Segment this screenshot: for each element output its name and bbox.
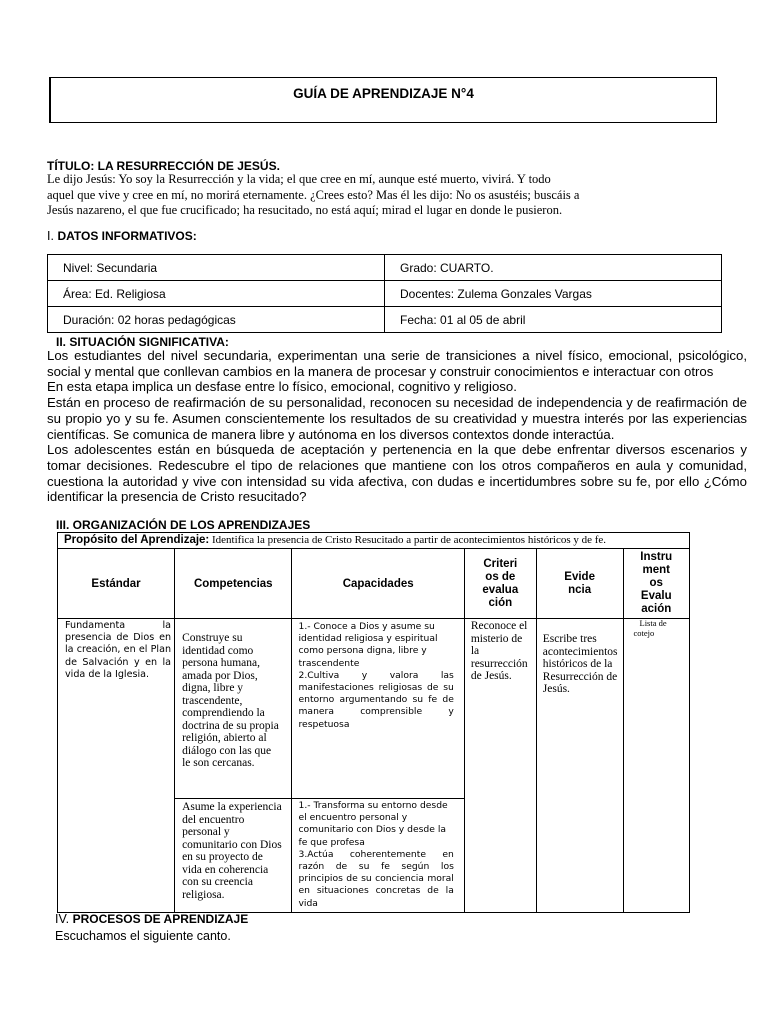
title-box bbox=[49, 77, 717, 123]
capacidad-cell bbox=[292, 799, 464, 913]
table-header-row bbox=[58, 549, 690, 619]
datos-numeral: I. bbox=[47, 229, 54, 243]
quote-line: Le dijo Jesús: Yo soy la Resurrección y la vida; el que cree en mí, aunque esté muerto, vivirá. Y todo bbox=[47, 172, 551, 186]
header-line: os de bbox=[485, 570, 516, 583]
table-cell: Área: Ed. Religiosa bbox=[48, 281, 385, 307]
organizacion-table bbox=[57, 532, 690, 913]
table-row bbox=[58, 533, 690, 549]
table-cell: Duración: 02 horas pedagógicas bbox=[48, 307, 385, 333]
purpose-cell bbox=[58, 533, 690, 549]
table-row bbox=[48, 255, 722, 281]
capacidad-item: 1.- Transforma su entorno desde el encuentro personal y comunitario con Dios y desde la fe que profesa bbox=[298, 800, 448, 848]
table-row bbox=[48, 281, 722, 307]
header-line: ment bbox=[642, 564, 670, 576]
situacion-paragraph: Los estudiantes del nivel secundaria, experimentan una serie de transiciones a nivel físico, emocional, psicológico, social y mental que conllevan cambios en la manera de procesar y construir conocimientos e interactuar con otros bbox=[47, 348, 747, 379]
header-line: os bbox=[649, 577, 663, 589]
situacion-paragraph: Están en proceso de reafirmación de su personalidad, reconocen su necesidad de independencia y de reafirmación de su propio yo y su fe. Asumen conscientemente los resultados de su creatividad y muestra interés por las experiencias científicas. Se comunica de manera libre y autónoma en los diversos contextos donde interactúa. bbox=[47, 395, 747, 442]
header-line: ncia bbox=[568, 583, 592, 596]
purpose-label: Propósito del Aprendizaje: bbox=[64, 534, 210, 546]
quote-line: aquel que vive y cree en mí, no morirá eternamente. ¿Crees esto? Mas él les dijo: No os asustéis; buscáis a bbox=[47, 187, 580, 202]
procesos-text: Escuchamos el siguiente canto. bbox=[55, 929, 231, 943]
header-estandar: Estándar bbox=[58, 549, 175, 619]
header-criterios bbox=[464, 549, 536, 619]
header-line: ción bbox=[488, 596, 513, 609]
datos-title: DATOS INFORMATIVOS: bbox=[57, 229, 197, 243]
capacidad-item: 2.Cultiva y valora las manifestaciones religiosas de su entorno argumentando su fe de manera comprensible y respetuosa bbox=[298, 669, 454, 730]
header-instrumentos bbox=[623, 549, 690, 619]
purpose-text: Identifica la presencia de Cristo Resucitado a partir de acontecimientos históricos y de fe. bbox=[209, 534, 607, 546]
header-competencias: Competencias bbox=[175, 549, 292, 619]
table-cell: Fecha: 01 al 05 de abril bbox=[385, 307, 722, 333]
instrumento-cell: Lista de cotejo bbox=[623, 619, 690, 913]
table-cell: Grado: CUARTO. bbox=[385, 255, 722, 281]
titulo-label: TÍTULO: LA RESURRECCIÓN DE JESÚS. bbox=[47, 159, 280, 173]
situacion-heading: II. SITUACIÓN SIGNIFICATIVA: bbox=[56, 335, 229, 349]
header-line: ación bbox=[641, 603, 672, 615]
table-cell: Docentes: Zulema Gonzales Vargas bbox=[385, 281, 722, 307]
situacion-paragraph: Los adolescentes están en búsqueda de aceptación y pertenencia en la que debe enfrentar diversos escenarios y tomar decisiones. Redescubre el tipo de relaciones que mantiene con los otros compañeros en aula y comunidad, cuestiona la autoridad y vive con intensidad su vida afectiva, con dudas e incertidumbres sobre su fe, por ello ¿Cómo identificar la presencia de Cristo resucitado? bbox=[47, 442, 747, 505]
capacidad-cell bbox=[292, 619, 464, 799]
capacidad-item: 3.Actúa coherentemente en razón de su fe según los principios de su conciencia moral en situaciones concretas de la vida bbox=[298, 848, 454, 909]
header-line: evalua bbox=[482, 583, 519, 596]
competencia-cell: Asume la experiencia del encuentro personal y comunitario con Dios en su proyecto de vida en coherencia con su creencia religiosa. bbox=[175, 799, 292, 913]
procesos-numeral: IV. bbox=[55, 912, 70, 926]
table-row bbox=[48, 307, 722, 333]
situacion-paragraph: En esta etapa implica un desfase entre lo físico, emocional, cognitivo y religioso. bbox=[47, 379, 517, 395]
situacion-section bbox=[47, 335, 747, 505]
capacidad-item: 1.- Conoce a Dios y asume su identidad religiosa y espiritual como persona digna, libre y trascendente bbox=[298, 621, 438, 669]
procesos-title: PROCESOS DE APRENDIZAJE bbox=[72, 912, 249, 926]
header-line: Instru bbox=[640, 551, 673, 563]
quote-line: Jesús nazareno, el que fue crucificado; ha resucitado, no está aquí; mirad el lugar en donde le pusieron. bbox=[47, 203, 563, 217]
header-capacidades: Capacidades bbox=[292, 549, 464, 619]
competencia-cell: Construye su identidad como persona humana, amada por Dios, digna, libre y trascendente, comprendiendo la doctrina de su propia religión, abierto al diálogo con las que le son cercanas. bbox=[175, 619, 292, 799]
header-evidencia bbox=[536, 549, 623, 619]
evidencia-cell: Escribe tres acontecimientos históricos de la Resurrección de Jesús. bbox=[536, 619, 623, 913]
header-line: Evide bbox=[564, 570, 595, 583]
estandar-cell: Fundamenta la presencia de Dios en la creación, en el Plan de Salvación y en la vida de la Iglesia. bbox=[58, 619, 175, 913]
datos-table bbox=[47, 254, 722, 333]
header-line: Evalu bbox=[640, 590, 672, 602]
page-title: GUÍA DE APRENDIZAJE N°4 bbox=[293, 86, 474, 101]
header-line: Criteri bbox=[483, 557, 518, 570]
organizacion-heading: III. ORGANIZACIÓN DE LOS APRENDIZAJES bbox=[56, 518, 311, 532]
table-cell: Nivel: Secundaria bbox=[48, 255, 385, 281]
datos-heading bbox=[47, 229, 197, 243]
procesos-heading bbox=[55, 912, 248, 926]
bible-quote bbox=[47, 172, 607, 219]
table-row bbox=[58, 619, 690, 799]
criterios-cell: Reconoce el misterio de la resurrección de Jesús. bbox=[464, 619, 536, 913]
